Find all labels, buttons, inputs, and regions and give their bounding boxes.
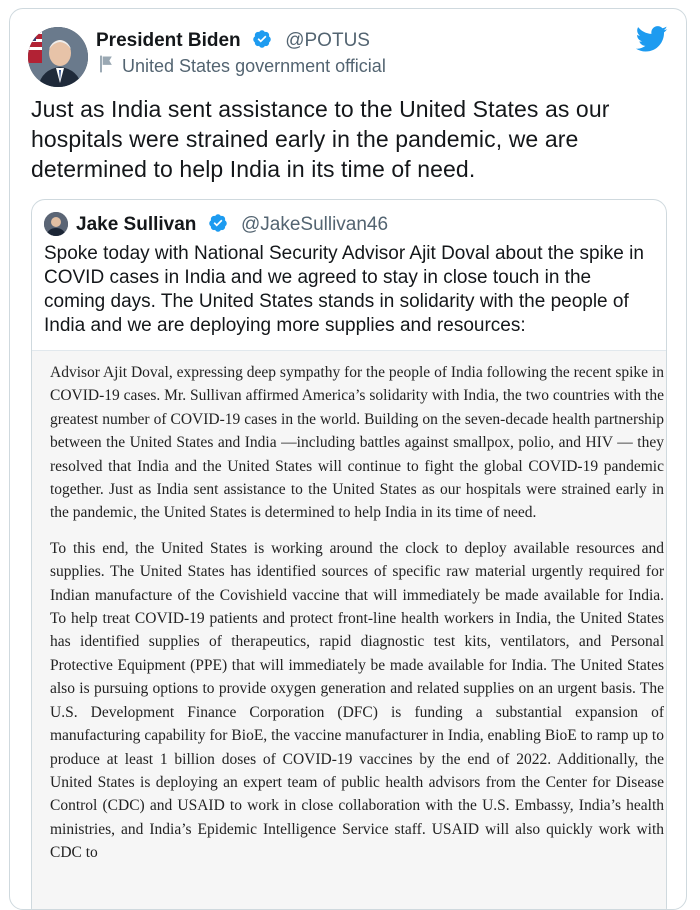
author-header — [96, 29, 370, 55]
quoted-author-header — [76, 213, 388, 239]
quoted-author-handle[interactable]: @JakeSullivan46 — [240, 214, 389, 235]
document-paragraph-2: To this end, the United States is working around the clock to deploy available resources and supplies. The United States has identified sources of specific raw material urgently required for Indian manufacture of the Covishield vaccine that will immediately be made available for India. To help treat COVID-19 patients and protect front-line health workers in India, the United States has identified supplies of therapeutics, rapid diagnostic test kits, ventilators, and Personal Protective Equipment (PPE) that will immediately be made available for India. The United States also is pursuing options to provide oxygen generation and related supplies on an urgent basis. The U.S. Development Finance Corporation (DFC) is funding a substantial expansion of manufacturing capability for BioE, the vaccine manufacturer in India, enabling BioE to ramp up to produce at least 1 billion doses of COVID-19 vaccines by the end of 2022. Additionally, the United States is deploying an expert team of public health advisors from the Center for Disease Control (CDC) and USAID to work in close collaboration with the U.S. Embassy, India’s health ministries, and India’s Epidemic Intelligence Service staff. USAID will also quickly work with CDC to — [50, 539, 664, 862]
tweet-card[interactable] — [9, 8, 687, 910]
tweet-text: Just as India sent assistance to the United States as our hospitals were strained early in the pandemic, we are determined to help India in its time of need. — [31, 96, 610, 182]
author-handle[interactable]: @POTUS — [285, 30, 370, 51]
verified-badge-icon — [208, 213, 228, 239]
government-label — [96, 54, 386, 79]
quoted-document-image[interactable] — [32, 350, 666, 910]
government-label-text: United States government official — [122, 56, 386, 76]
quoted-author-avatar[interactable] — [44, 212, 68, 236]
quoted-author-name[interactable]: Jake Sullivan — [76, 214, 197, 235]
author-avatar[interactable] — [28, 27, 88, 87]
author-name[interactable]: President Biden — [96, 30, 241, 51]
flag-icon — [96, 54, 116, 79]
twitter-bird-icon[interactable] — [636, 23, 668, 60]
quoted-tweet-text: Spoke today with National Security Advisor Ajit Doval about the spike in COVID cases in India and we agreed to stay in close touch in the coming days. The United States stands in solidarity with the people of India and we are deploying more supplies and resources: — [44, 243, 644, 336]
quoted-tweet[interactable] — [31, 199, 667, 910]
document-paragraph-1: Advisor Ajit Doval, expressing deep sympathy for the people of India following the recent spike in COVID-19 cases. Mr. Sullivan affirmed America’s solidarity with India, the two countries with the greatest number of COVID-19 cases in the world. Building on the seven-decade health partnership between the United States and India —including battles against smallpox, polio, and HIV — they resolved that India and the United States will continue to fight the global COVID-19 pandemic together. Just as India sent assistance to the United States as our hospitals were strained early in the pandemic, the United States is determined to help India in its time of need. — [50, 364, 664, 522]
document-text — [50, 361, 664, 877]
verified-badge-icon — [252, 29, 272, 55]
